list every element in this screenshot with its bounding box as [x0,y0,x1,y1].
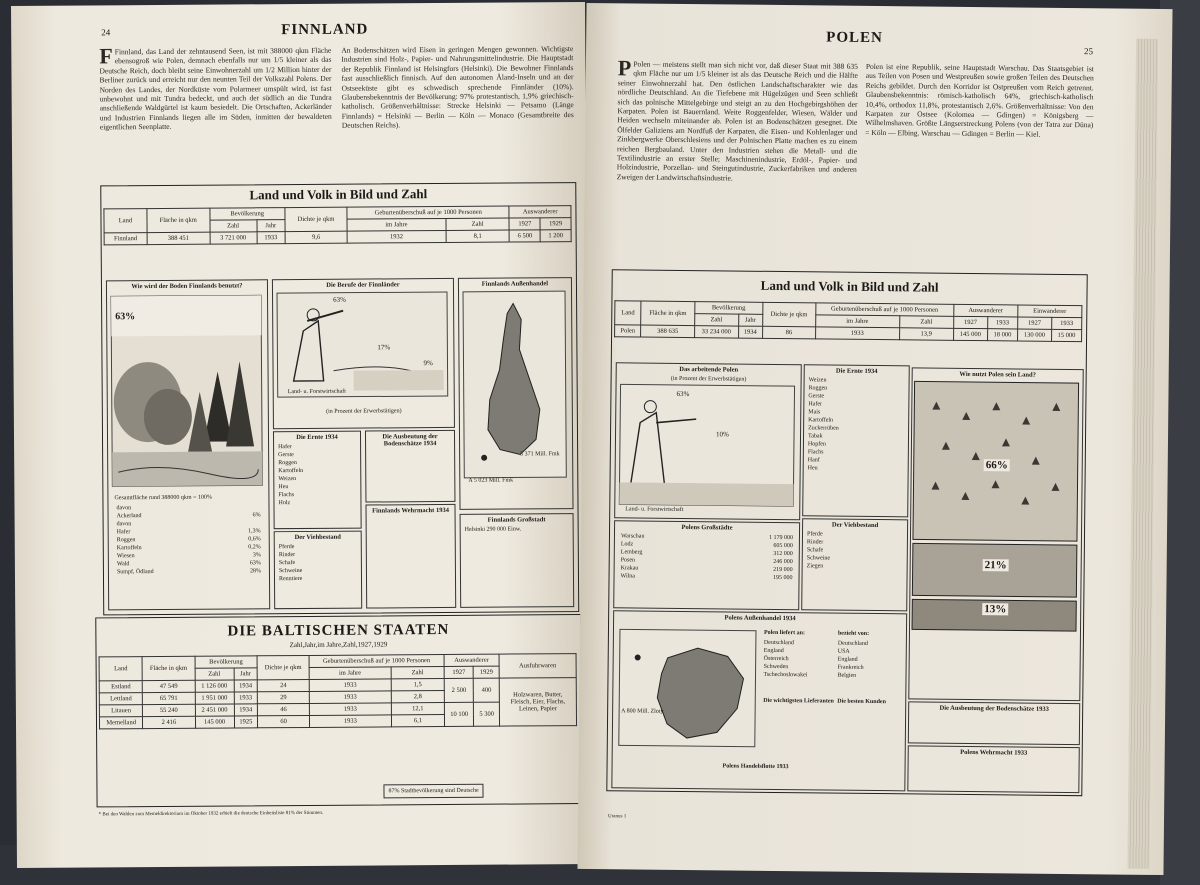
kunden-title: Die besten Kunden [837,698,886,706]
vieh-item: Schweine [278,567,303,575]
pct-wald: 63% [115,311,136,323]
cell: 13,9 [899,328,953,341]
th: Auswanderer [954,304,1018,317]
import-value: A 5 023 Mill. Fmk [468,477,514,484]
th-imjahre: im Jahre [347,218,446,231]
text-col1: Finnland, das Land der zehntausend Seen, ist mit 388000 qkm Fläche ebensogroß wie Polen, demnach ebenfalls nur um 1/5 kleiner als das Deutsche Reich, doch bleibt seine Einwohnerzahl um 1/2 Million hinter der Berliner zurück und erreicht nur den neunten Teil der Volkszahl Polens. Der Norden des Landes, der Nordküste vom Polarmeer umspült wird, ist fast unbewohnt und mit Tundra bedeckt, und auch der südlich an die Tundra anschließende Waldgürtel ist kaum besiedelt. Die Ortschaften, Ackerländer und Industrien Finnlands liegen alle im Süden, inmitten der bewaldeten eigentlichen Seenplatte. [99,45,332,132]
cell: 46 [258,703,310,715]
landuse-value: 0,2% [248,544,261,551]
stadt-text: Helsinki 290 000 Einw. [464,526,522,533]
cell: 55 240 [143,704,195,716]
cell: 1 200 [540,230,571,242]
panel-wehrmacht [907,745,1079,793]
vieh-item: Rinder [278,552,296,559]
cell: 1934 [738,326,762,338]
cell: 12,1 [391,703,444,715]
th-1927: 1927 [509,218,540,230]
dropcap: F [99,43,113,69]
city-list [615,532,799,582]
panel-aussenhandel [611,610,907,791]
panel-ernte [273,431,362,530]
ts: 1933 [1051,317,1081,329]
pct-berufe-3: 9% [423,359,433,368]
text-column-1 [616,55,858,272]
pct-berufe-1: 63% [333,295,346,304]
city-name: Krakau [620,565,639,572]
panel-title: Wie nutzt Polen sein Land? [959,370,1036,379]
vieh-item: Pferde [278,544,295,551]
cell: 18 000 [987,329,1017,341]
city-name: Warschau [620,533,645,540]
ernte-item: Kartoffeln [278,467,304,475]
ernte-item: Kartoffeln [808,417,834,424]
th-zahl2: Zahl [446,218,510,230]
bezieht-list [837,640,867,680]
panel-title: Die Ernte 1934 [835,367,878,376]
cell: Finnland [104,233,147,245]
page-title-finnland: FINNLAND [281,21,369,39]
page-left-finnland [11,2,591,868]
vieh-item: Renntiere [278,575,303,583]
cell: 1 126 000 [195,680,234,692]
text-column-1 [99,43,332,188]
cell: 1933 [309,703,391,716]
panel-title: Die Ausbeutung der Bodenschätze 1934 [382,433,438,448]
cell: 2,8 [391,691,444,703]
city-pop: 246 000 [773,558,793,566]
poland-map [617,627,758,748]
text-col1: Polen — meistens stellt man sich nicht vor, daß dieser Staat mit 388 635 qkm Fläche nur um 1/5 kleiner ist als das Deutsche Reich und die Hälfte seiner Einwohnerzahl hat. Den östlichen Landschaftscharakter wie das nördliche Deutschland. An die Tiefebene mit Hügelzügen und Seen schließt sich das polnische Mittelgebirge und steigt an zu den Hochgebirgshöhen der Karpaten. Polen ist Bauernland. Weite Roggenfelder, Wiesen, Wälder und Heiden wechseln miteinander ab. Polen ist an Bodenschätzen gesegnet. Die Ölfelder Galiziens am Nordfuß der Karpaten, die Eisen- und Kohlenlager und Zinkbergwerke Oberschlesiens und der Polnischen Platte machen es zu einem reichen Bergbauland. Unter den Industrien stehen die Metall- und die Textilindustrie an erster Stelle; Maschinenindustrie, Erdöl-, Papier- und Holzindustrie, Porzellan- und Steingutindustrie, Zuckerfabriken und anderen Zweigen der Landwirtschaftsindustrie. [616,59,858,183]
text-column-2: An Bodenschätzen wird Eisen in geringen Mengen gewonnen. Wichtigste Industrien sind Holz-, Papier- und Nahrungsmittelindustrie. Die Hauptstadt der Republik Finnland ist Helsingfors (Helsinki). Die Bewohner Finnlands fast ausschließlich finnisch. Auf den autonomen Åland-Inseln und an der Ostseeküste gibt es schwedisch sprechende Finnländer (10%). Glaubensbekenntnis der Bevölkerung: 97% protestantisch, 1,9% griechisch-katholisch. Größenverhältnisse: Strecke Helsinki — Petsamo (Länge Finnlands) = Helsinki — Berlin — Köln — Monaco (Gesamtbreite des Deutschen Reichs). [341,44,574,130]
cell: 388 635 [641,325,695,338]
stats-table [103,205,571,245]
panel-landnutzung [908,367,1083,701]
pct-wiesen: 21% [984,559,1007,572]
berufe-note: (in Prozent der Erwerbstätigen) [326,408,402,415]
city-name: Wilna [620,573,636,580]
vieh-item: Ziegen [806,563,824,570]
ernte-item: Hanf [807,457,820,464]
cell: 1934 [234,704,258,716]
farmer-illustration [273,290,452,401]
box-title: Land und Volk in Bild und Zahl [760,277,939,295]
stats-box-polen [606,269,1087,796]
th-bevoelkerung: Bevölkerung [210,208,285,221]
page-number-left: 24 [101,27,111,38]
cell: 47 549 [142,680,194,692]
landuse-label: Sumpf, Ödland [116,569,154,576]
cell: Polen [615,325,641,337]
bh: Land [99,657,142,681]
city-pop: 1 179 000 [768,534,793,542]
ernte-item: Gerste [278,452,294,459]
cell: 388 451 [147,232,210,244]
bs: Zahl [391,667,444,679]
th-jahr: Jahr [256,220,284,232]
bs: 1929 [473,666,499,678]
city-pop: 219 000 [773,566,793,574]
cell: 15 000 [1051,329,1081,341]
ernte-item: Heu [278,484,289,491]
th: Bevölkerung [695,302,763,315]
cell: 145 000 [195,716,234,728]
vieh-item: Schafe [278,560,296,567]
baltic-body [99,678,576,729]
panel-bodenschaetze [365,430,456,503]
panel-title: Finnlands Großstadt [487,516,546,524]
th: Einwanderer [1018,305,1082,318]
landuse-value: 6% [252,512,261,519]
ts: im Jahre [815,315,899,328]
bh: Geburtenüberschuß auf je 1000 Personen [309,655,444,668]
liefert-item: Deutschland [763,639,794,647]
city-name: Lodz [620,541,634,548]
landuse-value: 0,6% [248,536,261,543]
city-name: Lemberg [620,549,643,556]
dropcap: P [617,55,632,81]
cell: 24 [257,679,309,691]
vieh-item: Schweine [806,555,831,562]
panel-title: Der Viehbestand [294,533,341,542]
th: Fläche in qkm [641,301,695,326]
liefert-item: Österreich [763,655,789,663]
cell: 1933 [257,232,285,244]
pct-wald: 13% [984,603,1007,616]
panel-title: Polens Außenhandel 1934 [724,614,796,623]
ernte-item: Hafer [808,401,823,408]
cell: 2 500 [444,678,474,702]
vieh-list [275,543,361,584]
panel-title: Das arbeitende Polen [679,365,739,374]
th-auswanderer: Auswanderer [509,206,571,218]
cell: 1933 [234,692,258,704]
vieh-item: Pferde [806,531,823,538]
liefert-item: Tschechoslowakei [763,671,808,679]
panel-title: Der Viehbestand [831,521,879,530]
box-title: Land und Volk in Bild und Zahl [249,186,428,203]
cell: Memelland [99,717,142,729]
landuse-label: davon [116,521,132,528]
pct-ackerland: 66% [985,459,1008,472]
cell: 6,1 [391,715,444,727]
ts: Zahl [694,314,738,326]
panel-title: Finnlands Wehrmacht 1934 [372,506,449,515]
stats-box-finnland [100,182,579,615]
bs: Zahl [195,668,234,680]
panel-title: Polens Großstädte [681,523,733,532]
cell: 29 [257,691,309,703]
ernte-item: Hafer [278,444,292,451]
panel-bodenschaetze [908,701,1080,745]
cell: 1933 [309,715,391,728]
baltic-subtitle: Zahl,Jahr,im Jahre,Zahl,1927,1929 [289,640,388,650]
ernte-item: Weizen [808,377,827,384]
bh: Ausfuhrwaren [499,654,576,679]
liefert-item: Schweden [763,663,789,671]
bh: Dichte je qkm [257,655,309,679]
landuse-value: 28% [249,568,261,575]
baltic-table [99,653,577,729]
cell: 400 [474,678,500,702]
bezieht-title: bezieht von: [837,630,870,637]
vieh-item: Schafe [806,547,824,554]
ernte-item: Flachs [807,449,824,456]
ts: Zahl [899,316,953,329]
landuse-value: 3% [252,552,261,559]
landuse-label: Roggen [116,537,136,544]
bs: im Jahre [309,667,391,680]
berufe-caption: Land- u. Forstwirtschaft [287,388,346,396]
vieh-list [803,530,907,571]
box-baltische-staaten [95,614,582,807]
cell: 86 [762,326,815,339]
landuse-label: Wald [116,561,130,568]
th: Land [615,301,642,325]
cell: Litauen [99,705,142,717]
bezieht-item: USA [837,648,850,655]
pct-berufe-2: 17% [377,343,391,352]
ernte-item: Gerste [808,393,825,400]
cell: 10 100 [444,702,474,726]
bh: Bevölkerung [195,656,258,668]
th: Geburtenüberschuß auf je 1000 Personen [816,303,954,316]
panel-title: Wie wird der Boden Finnlands benutzt? [131,282,243,291]
panel1-caption: Gesamtfläche rund 388000 qkm = 100% [114,494,212,502]
worker-illustration [615,382,798,510]
city-pop: 195 000 [773,574,793,582]
cell: 1932 [347,230,446,243]
panel-aussenhandel [458,277,574,510]
caption: Land- u. Forstwirtschaft [625,506,684,513]
city-row [621,572,793,582]
vieh-item: Rinder [806,539,824,546]
import-value: A 800 Mill. Zloty [621,708,664,715]
handel-title: Polens Handelsflotte 1933 [722,763,789,771]
panel-title: Die Berufe der Finnländer [326,281,400,289]
page-title-polen: POLEN [826,29,883,47]
landuse-label: Hafer [116,529,131,536]
ts: 1927 [1018,317,1052,329]
landuse-label: Ackerland [116,513,142,520]
cell: 60 [258,715,310,727]
panel-viehbestand [801,518,908,611]
pct-2: 10% [715,430,729,439]
page-edge [1128,39,1159,869]
panel-wehrmacht [365,504,456,609]
panel-title: Finnlands Außenhandel [481,280,549,288]
landuse-row [117,567,261,576]
cell: 1,5 [391,679,444,691]
ernte-list [274,443,360,508]
panel-title: Die Ernte 1934 [296,433,338,442]
cell: Lettland [99,693,142,705]
lieferanten-title: Die wichtigsten Lieferanten [763,697,834,705]
cell: 1934 [234,680,258,692]
stats-table [614,300,1082,342]
cell: 6 500 [510,230,541,242]
cell: 1 951 000 [195,692,234,704]
panel-berufe [272,278,455,429]
panel-ernte [802,364,910,517]
cell: 5 300 [474,702,500,726]
ernte-item: Weizen [278,476,297,483]
bs: 1927 [444,666,473,678]
panel-arbeitendes-polen [614,362,802,520]
cell: 8,1 [446,230,510,242]
ernte-item: Zuckerrüben [808,425,839,432]
th: Dichte je qkm [762,302,815,327]
baltic-title: DIE BALTISCHEN STAATEN [227,621,450,640]
liefert-title: Polen liefert an: [763,629,805,637]
th-dichte: Dichte je qkm [285,207,347,231]
th-flaeche: Fläche in qkm [147,208,210,232]
bezieht-item: Frankreich [837,664,864,671]
liefert-list [763,639,807,679]
ernte-item: Heu [807,465,818,472]
pct-1: 63% [676,389,690,399]
ts: Jahr [738,314,762,326]
cell: 65 791 [143,692,195,704]
bezieht-item: Deutschland [837,640,868,647]
bezieht-item: Belgien [837,672,857,679]
panel-bodennutzung [106,279,270,610]
th-zahl: Zahl [210,220,257,232]
panel-title: Polens Wehrmacht 1933 [960,748,1028,757]
field-illustration [909,379,1080,681]
th-land: Land [104,209,147,233]
text-column-2: Polen ist eine Republik, seine Hauptstadt Warschau. Das Staatsgebiet ist aus Teilen von Posen und Westpreußen sowie großen Teilen des Deutschen Reichs gebildet. Durch den Korridor ist Ostpreußen vom Reich getrennt. Glaubensbekenntnis: römisch-katholisch 64%, griechisch-katholisch 10,4%, orthodox 11,8%, protestantisch 2,6%. Größenverhältnisse: Von den Karpaten zur Ostsee (Kolomea — Gdingen) = Königsberg — Wilhelmshaven. Größte Längserstreckung Polens (von der Tatra zur Düna) = Köln — Elbing. Warschau — Gdingen = Berlin — Kiel. [865,61,1094,139]
footnote: * Bei den Wahlen zum Memeldirektorium im Oktober 1932 erhielt die deutsche Einheitsliste 81% der Stimmen. [98,810,324,818]
cell: 2 451 000 [195,704,234,716]
th-1929: 1929 [540,218,571,230]
ernte-item: Tabak [807,433,823,440]
landuse-label: davon [116,505,132,512]
ernte-item: Flachs [278,492,295,499]
landuse-value: 63% [249,560,261,567]
bs: Jahr [234,668,258,680]
panel-title: Die Ausbeutung der Bodenschätze 1933 [939,704,1049,713]
baltic-note: 87% Stadtbevölkerung sind Deutsche [383,784,483,799]
ernte-item: Roggen [808,385,828,392]
landuse-value: 1,3% [248,528,261,535]
city-pop: 605 000 [773,542,793,550]
cell: Holzwaren, Butter, Fleisch, Eier, Flachs, Leinen, Papier [499,678,576,727]
cell: 130 000 [1017,329,1051,341]
cell: 1933 [815,327,899,340]
cell: 2 416 [143,716,195,728]
ernte-list [804,376,909,473]
export-value: 5 371 Mill. Fmk [520,451,560,458]
cell: 145 000 [953,328,987,340]
panel-viehbestand [274,531,363,610]
bh: Auswanderer [444,654,499,666]
cell: 1933 [309,679,391,692]
page-footer: Uranus 1 [608,814,627,820]
landuse-label: Wiesen [116,553,135,560]
ts: 1927 [953,316,987,328]
cell: 3 721 000 [210,232,257,244]
ernte-item: Roggen [278,460,297,467]
bezieht-item: England [837,656,858,663]
panel-note: (in Prozent der Erwerbstätigen) [670,375,747,383]
cell: 9,6 [285,231,347,243]
city-pop: 312 000 [773,550,793,558]
cell: 1933 [309,691,391,704]
ernte-item: Holz [278,500,291,507]
landuse-label: Kartoffeln [116,545,142,552]
page-right-polen [577,3,1172,875]
ernte-item: Mais [808,409,821,416]
liefert-item: England [763,647,784,655]
th-geburten: Geburtenüberschuß auf je 1000 Personen [347,206,509,219]
panel-grossstaedte [613,520,800,610]
bh: Fläche in qkm [142,656,194,680]
landuse-list [108,503,268,576]
ernte-item: Hopfen [807,441,826,448]
ts: 1933 [987,317,1017,329]
cell: Estland [99,681,142,693]
panel-handel-details [460,513,575,608]
city-name: Posen [620,557,636,564]
cell: 33 234 000 [694,326,738,338]
page-number-right: 25 [1084,46,1094,57]
cell: 1925 [234,716,258,728]
